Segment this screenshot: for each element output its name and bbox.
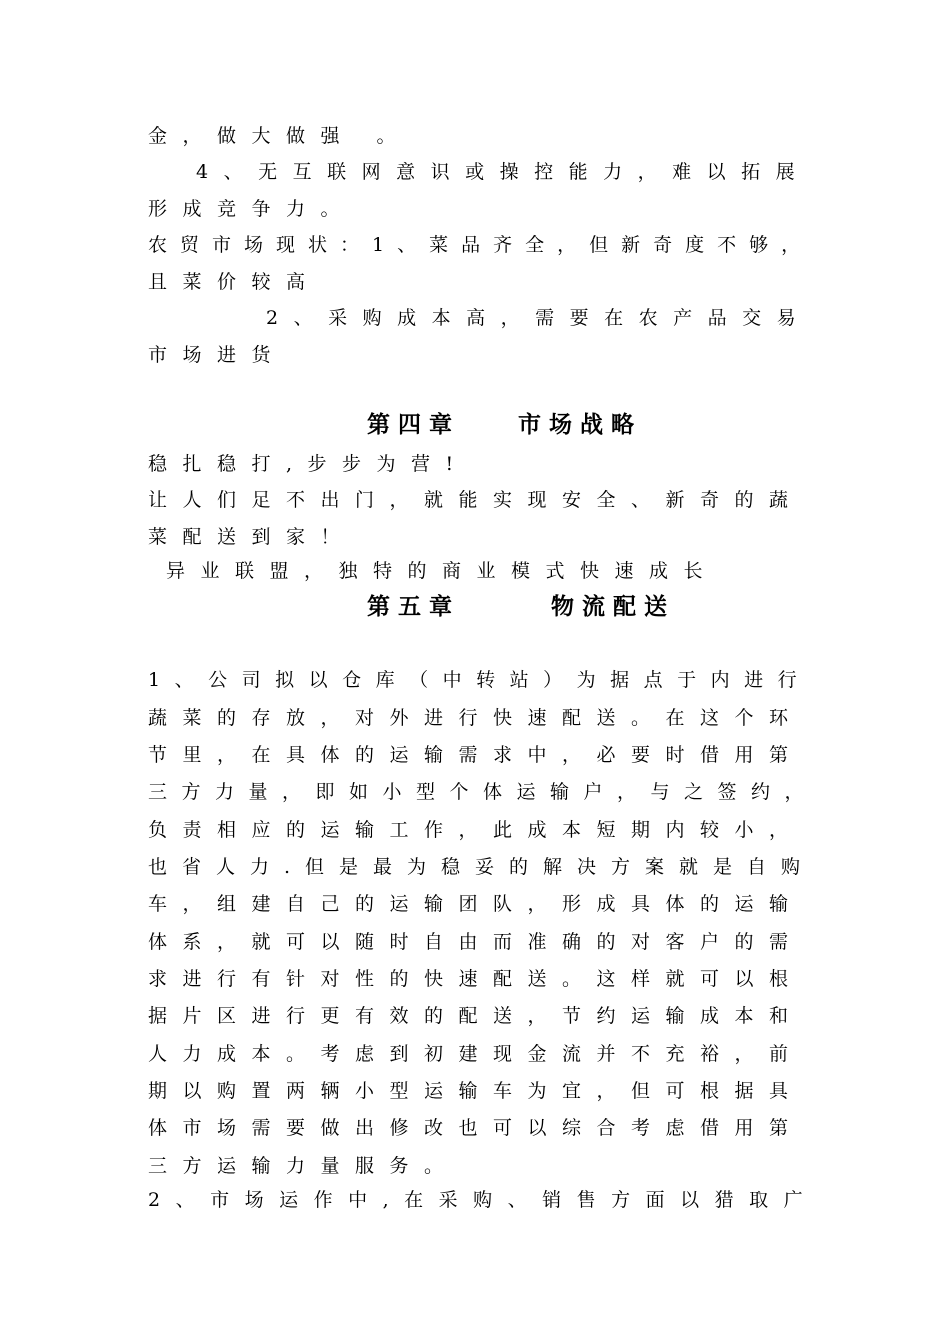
paragraph-line: 三方力量，即如小型个体运输户，与之签约， xyxy=(148,781,819,803)
paragraph-line: 期以购置两辆小型运输车为宜，但可根据具 xyxy=(148,1080,804,1102)
paragraph-line: 2、市场运作中,在采购、销售方面以猎取广 xyxy=(148,1189,819,1211)
paragraph-line: 节里，在具体的运输需求中，必要时借用第 xyxy=(148,744,804,766)
paragraph-line: 市场进货 xyxy=(148,344,287,366)
paragraph-line: 负责相应的运输工作，此成本短期内较小， xyxy=(148,819,804,841)
paragraph-line: 三方运输力量服务。 xyxy=(148,1155,459,1177)
paragraph-line: 求进行有针对性的快速配送。这样就可以根 xyxy=(148,968,804,990)
paragraph-line: 人力成本。考虑到初建现金流并不充裕，前 xyxy=(148,1043,804,1065)
paragraph-line: 也省人力.但是最为稳妥的解决方案就是自购 xyxy=(148,856,816,878)
paragraph-line: 稳扎稳打,步步为营! xyxy=(148,453,469,475)
chapter-number: 第四章 xyxy=(367,411,460,438)
paragraph-line: 体系，就可以随时自由而准确的对客户的需 xyxy=(148,931,804,953)
paragraph-line: 4、无互联网意识或操控能力，难以拓展 xyxy=(196,161,811,183)
paragraph-line: 且菜价较高 xyxy=(148,271,321,293)
paragraph-line: 异业联盟，独特的商业模式快速成长 xyxy=(166,560,719,582)
paragraph-line: 菜配送到家！ xyxy=(148,526,356,548)
paragraph-line: 据片区进行更有效的配送，节约运输成本和 xyxy=(148,1005,804,1027)
chapter-number: 第五章 xyxy=(367,593,460,620)
paragraph-line: 让人们足不出门，就能实现安全、新奇的蔬 xyxy=(148,489,804,511)
paragraph-line: 2、采购成本高，需要在农产品交易 xyxy=(266,307,812,329)
paragraph-line: 农贸市场现状：1、菜品齐全，但新奇度不够， xyxy=(148,234,814,256)
paragraph-line: 形成竞争力。 xyxy=(148,198,356,220)
paragraph-line: 体市场需要做出修改也可以综合考虑借用第 xyxy=(148,1117,804,1139)
chapter-title: 物流配送 xyxy=(551,593,675,620)
chapter-title: 市场战略 xyxy=(518,411,642,438)
paragraph-line: 金，做大做强 。 xyxy=(148,125,412,147)
paragraph-line: 蔬菜的存放，对外进行快速配送。在这个环 xyxy=(148,707,804,729)
paragraph-line: 车，组建自己的运输团队，形成具体的运输 xyxy=(148,893,804,915)
paragraph-line: 1、公司拟以仓库（中转站）为据点于内进行 xyxy=(148,669,812,691)
